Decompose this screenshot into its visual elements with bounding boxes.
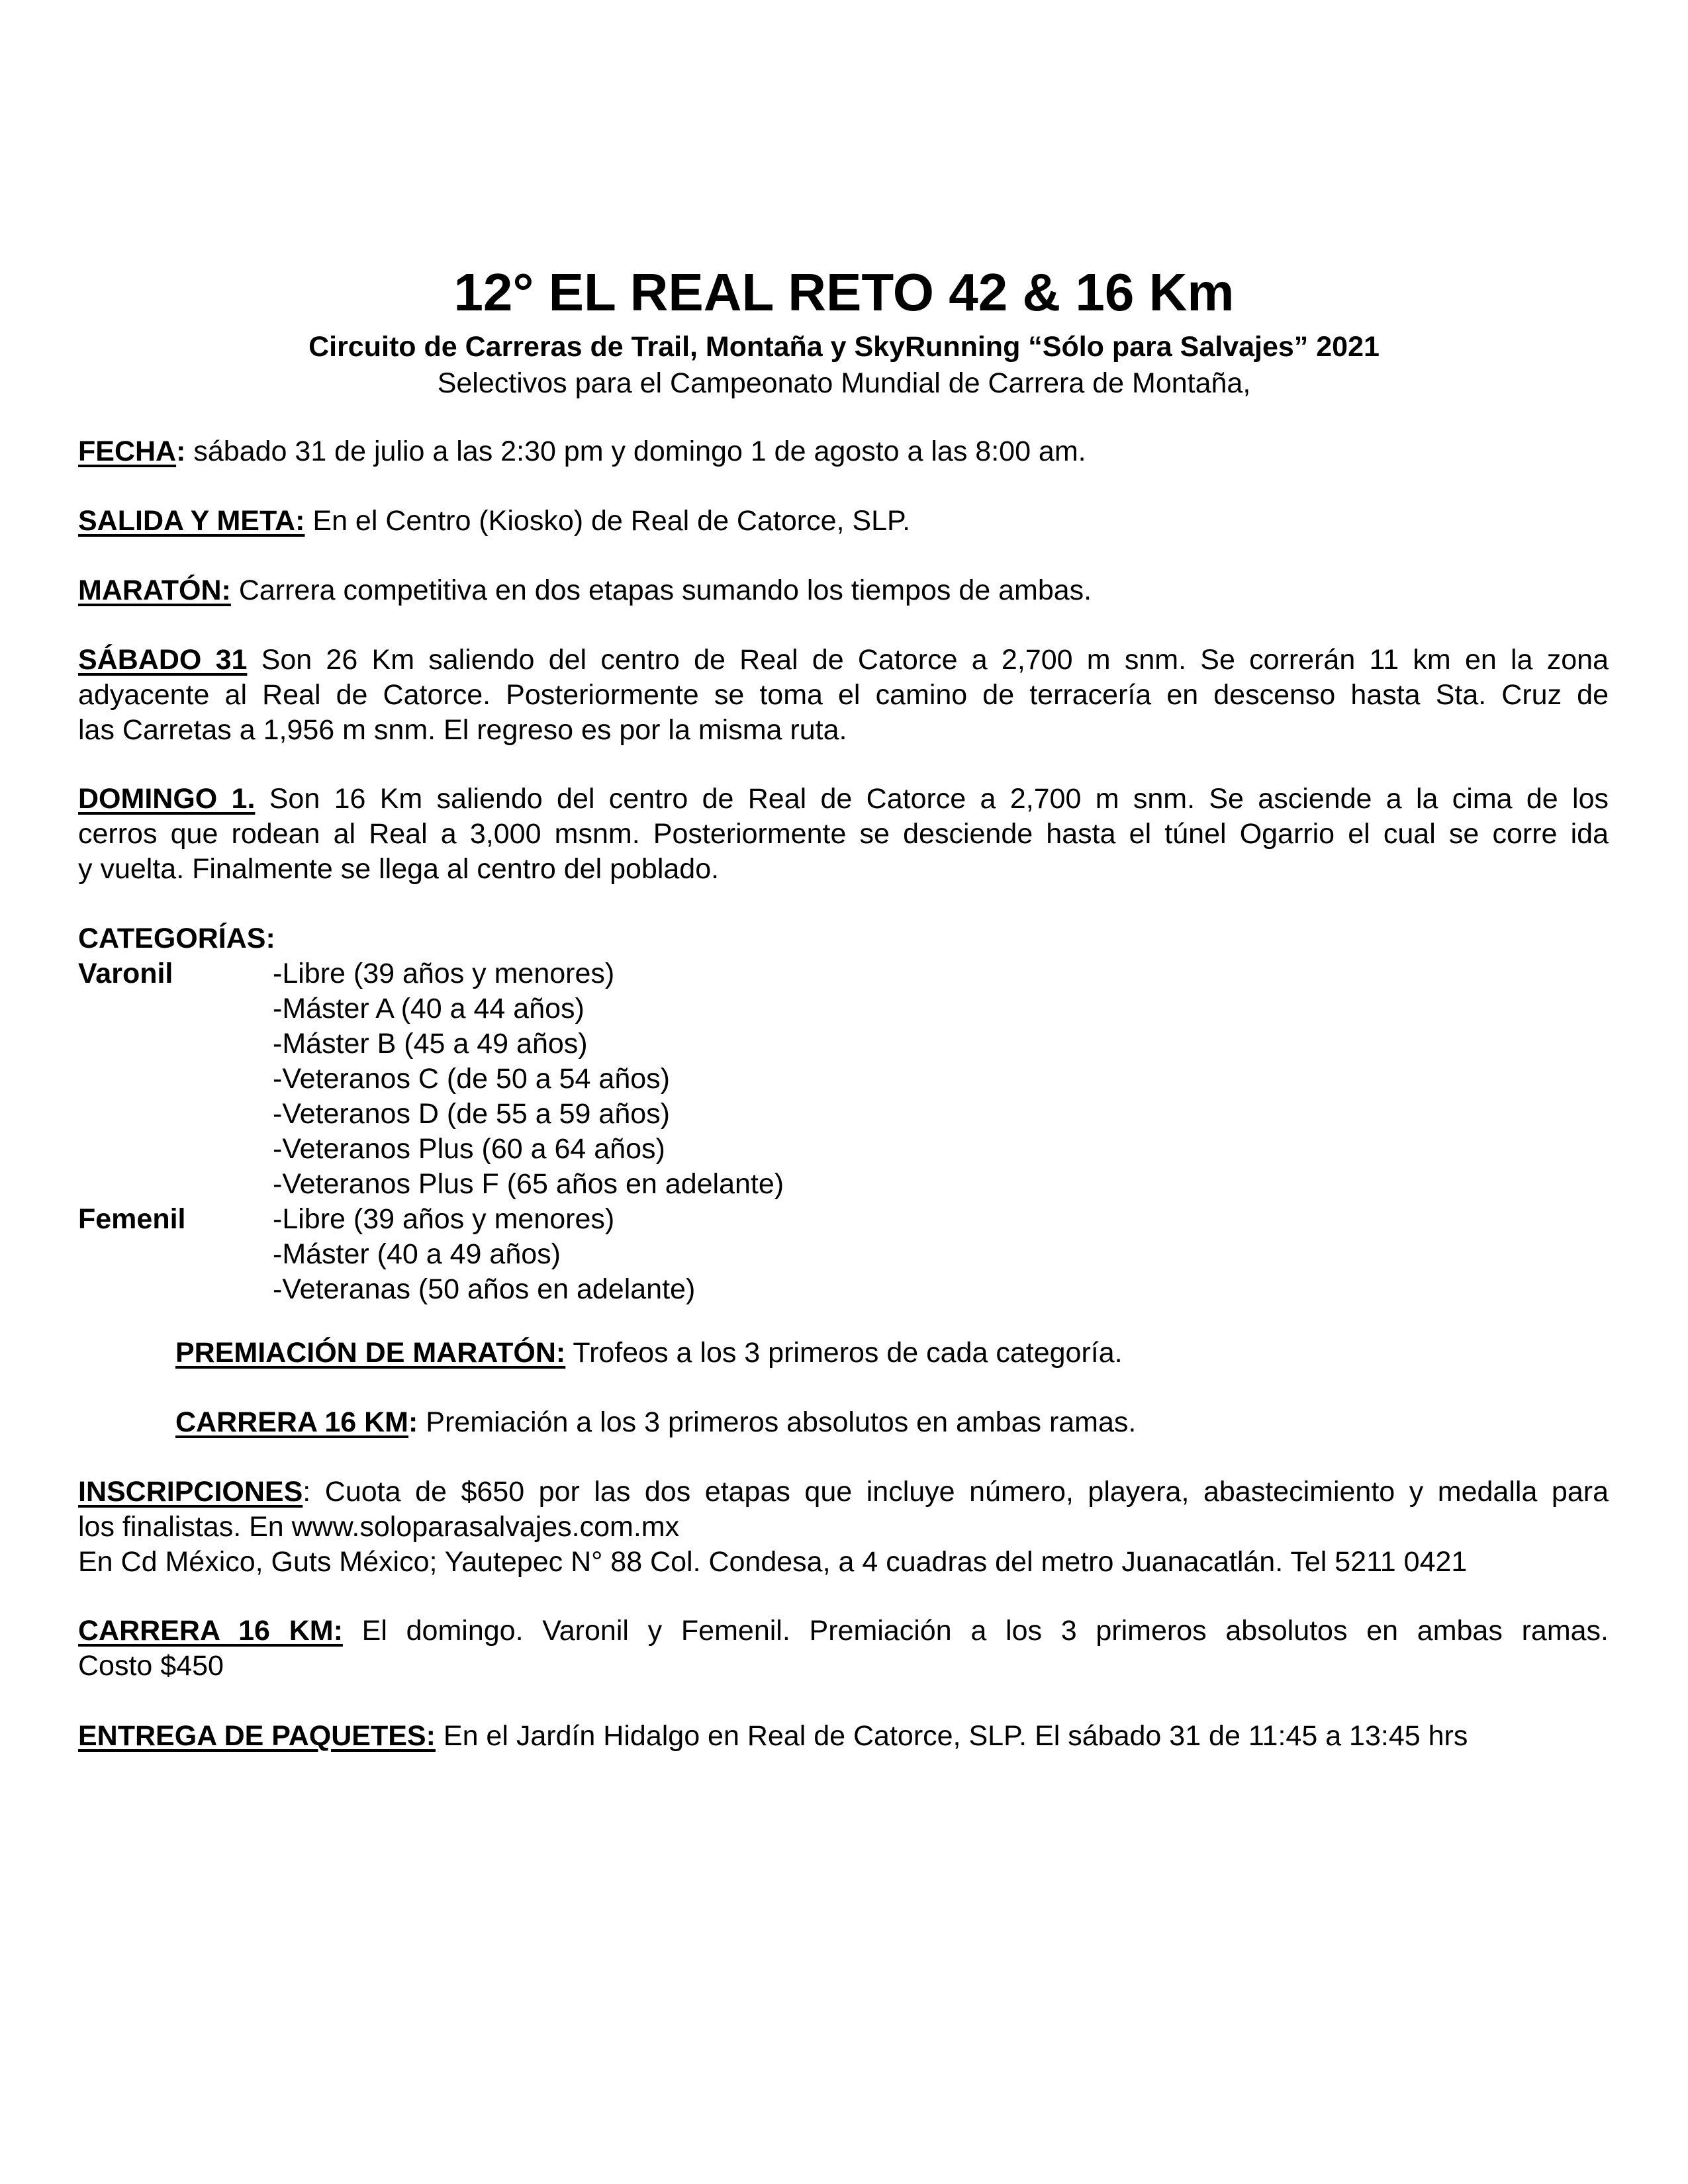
sabado-line-1 (78, 643, 1609, 678)
premiacion-maraton-text: Trofeos a los 3 primeros de cada categoría. (565, 1337, 1123, 1369)
sabado-line-2: adyacente al Real de Catorce. Posteriormente se toma el camino de terracería en descenso hasta Sta. Cruz de (78, 679, 1609, 711)
inscripciones-line-1 (78, 1475, 1609, 1510)
varonil-item: -Máster A (40 a 44 años) (273, 993, 585, 1024)
maraton-label: MARATÓN: (78, 574, 231, 606)
varonil-item: -Libre (39 años y menores) (273, 958, 615, 989)
femenil-list (273, 1202, 1688, 1307)
carrera16-premio-colon: : (408, 1406, 418, 1438)
varonil-item: -Veteranos D (de 55 a 59 años) (273, 1098, 670, 1130)
femenil-item: -Libre (39 años y menores) (273, 1203, 615, 1235)
domingo-line-3: y vuelta. Finalmente se llega al centro del poblado. (78, 853, 720, 885)
carrera16-premio-label: CARRERA 16 KM (175, 1406, 408, 1438)
varonil-item: -Veteranos C (de 50 a 54 años) (273, 1063, 670, 1095)
entrega-paragraph (78, 1719, 1609, 1754)
premiacion-maraton-paragraph (175, 1336, 1609, 1371)
varonil-label: Varonil (78, 958, 173, 989)
circuit-subtitle: Circuito de Carreras de Trail, Montaña y SkyRunning “Sólo para Salvajes” 2021 (308, 331, 1380, 363)
sabado-paragraph (78, 643, 1609, 748)
varonil-list (273, 956, 1688, 1202)
fecha-label: FECHA (78, 435, 177, 467)
fecha-text: sábado 31 de julio a las 2:30 pm y domingo 1 de agosto a las 8:00 am. (185, 435, 1086, 467)
maraton-text: Carrera competitiva en dos etapas sumando los tiempos de ambas. (230, 574, 1092, 606)
premiacion-maraton-label: PREMIACIÓN DE MARATÓN: (175, 1337, 566, 1369)
varonil-item: -Veteranos Plus F (65 años en adelante) (273, 1168, 784, 1200)
carrera16-premio-paragraph (175, 1405, 1609, 1440)
femenil-item: -Máster (40 a 49 años) (273, 1238, 561, 1270)
carrera16-line-1 (78, 1614, 1609, 1649)
femenil-item: -Veteranas (50 años en adelante) (273, 1273, 696, 1305)
salida-paragraph (78, 504, 1609, 539)
fecha-paragraph (78, 434, 1609, 469)
carrera16-line-2: Costo $450 (78, 1650, 224, 1682)
inscripciones-paragraph (78, 1475, 1609, 1580)
inscripciones-label: INSCRIPCIONES (78, 1476, 303, 1508)
salida-text: En el Centro (Kiosko) de Real de Catorce, SLP. (305, 505, 911, 537)
sabado-line-3: las Carretas a 1,956 m snm. El regreso es por la misma ruta. (78, 714, 847, 746)
domingo-line-2: cerros que rodean al Real a 3,000 msnm. Posteriormente se desciende hasta el túnel Ogarrio el cual se corre ida (78, 818, 1609, 850)
selective-subtitle: Selectivos para el Campeonato Mundial de Carrera de Montaña, (437, 367, 1251, 399)
salida-label: SALIDA Y META: (78, 505, 305, 537)
sabado-label: SÁBADO 31 (78, 644, 248, 676)
varonil-item: -Máster B (45 a 49 años) (273, 1028, 588, 1060)
inscripciones-line-3: En Cd México, Guts México; Yautepec N° 88 Col. Condesa, a 4 cuadras del metro Juanacatlán. Tel 5211 0421 (78, 1546, 1468, 1578)
domingo-paragraph (78, 782, 1609, 887)
femenil-label: Femenil (78, 1203, 186, 1235)
carrera16-paragraph (78, 1614, 1609, 1684)
categorias-heading: CATEGORÍAS: (78, 923, 275, 954)
fecha-colon: : (176, 435, 186, 467)
carrera16-label: CARRERA 16 KM: (78, 1615, 343, 1647)
entrega-label: ENTREGA DE PAQUETES: (78, 1720, 436, 1752)
entrega-text: En el Jardín Hidalgo en Real de Catorce, SLP. El sábado 31 de 11:45 a 13:45 hrs (435, 1720, 1468, 1752)
inscripciones-line-2: los finalistas. En www.soloparasalvajes.com.mx (78, 1511, 680, 1543)
carrera16-line-1-text: El domingo. Varonil y Femenil. Premiación a los 3 primeros absolutos en ambas ramas. (342, 1615, 1609, 1647)
page-title: 12° EL REAL RETO 42 & 16 Km (453, 263, 1235, 322)
inscripciones-line-1-text: : Cuota de $650 por las dos etapas que incluye número, playera, abastecimiento y medalla para (303, 1476, 1609, 1508)
domingo-line-1-text: Son 16 Km saliendo del centro de Real de Catorce a 2,700 m snm. Se asciende a la cima de los (255, 783, 1609, 815)
domingo-line-1 (78, 782, 1609, 817)
sabado-line-1-text: Son 26 Km saliendo del centro de Real de Catorce a 2,700 m snm. Se correrán 11 km en la zona (247, 644, 1609, 676)
varonil-item: -Veteranos Plus (60 a 64 años) (273, 1133, 665, 1165)
maraton-paragraph (78, 573, 1609, 608)
carrera16-premio-text: Premiación a los 3 primeros absolutos en ambas ramas. (418, 1406, 1137, 1438)
domingo-label: DOMINGO 1. (78, 783, 256, 815)
